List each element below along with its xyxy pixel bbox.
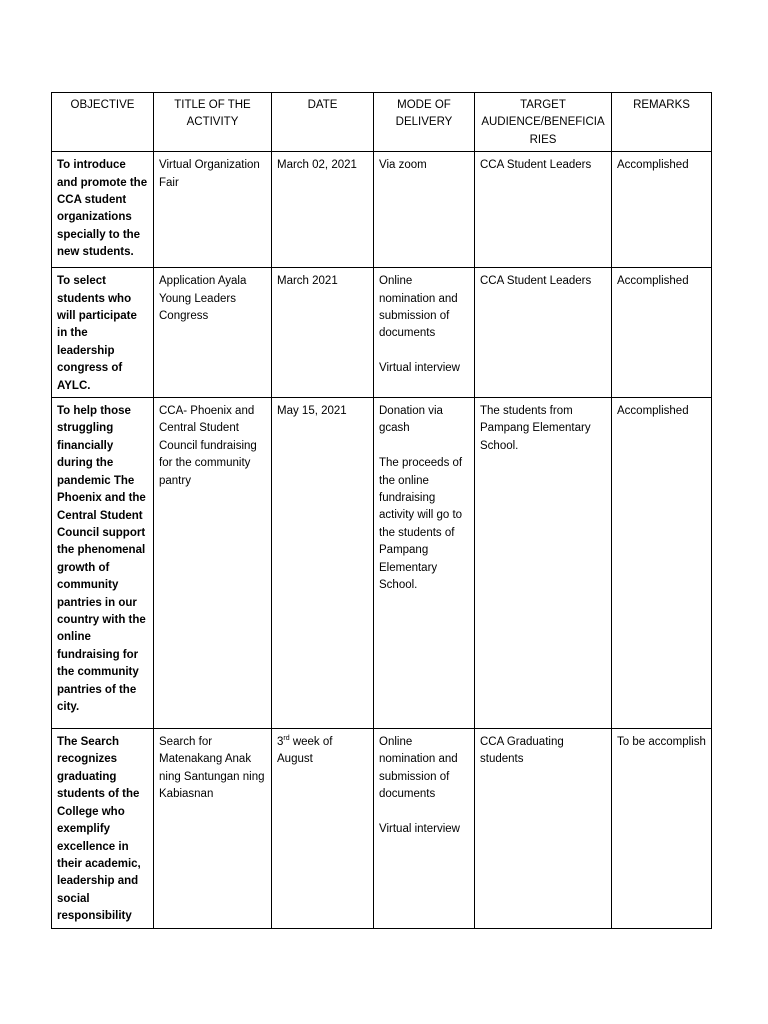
cell-target: The students from Pampang Elementary School. <box>475 398 612 729</box>
paragraph-gap <box>379 343 469 360</box>
cell-remarks: Accomplished <box>612 398 712 729</box>
header-remarks: REMARKS <box>612 93 712 152</box>
header-date: DATE <box>272 93 374 152</box>
table-header-row <box>52 93 712 152</box>
cell-date: March 2021 <box>272 268 374 398</box>
mode-text: Virtual interview <box>379 823 460 836</box>
cell-remarks: Accomplished <box>612 152 712 268</box>
table-row <box>52 729 712 928</box>
cell-mode <box>374 152 475 268</box>
objective-text: To help those struggling financially during the pandemic The Phoenix and the Central Student Council support the phenomenal growth of community pantries in our country with the online fundraising for the community pantries of the city. <box>57 405 146 713</box>
cell-date: May 15, 2021 <box>272 398 374 729</box>
mode-text: Virtual interview <box>379 362 460 375</box>
cell-date <box>272 729 374 928</box>
cell-title: Virtual Organization Fair <box>154 152 272 268</box>
cell-title: Search for Matenakang Anak ning Santungan ning Kabiasnan <box>154 729 272 928</box>
cell-title: Application Ayala Young Leaders Congress <box>154 268 272 398</box>
paragraph-gap <box>379 804 469 821</box>
mode-text: The proceeds of the online fundraising activity will go to the students of Pampang Elementary School. <box>379 457 463 592</box>
cell-objective <box>52 729 154 928</box>
mode-text: Via zoom <box>379 159 427 172</box>
mode-text: Online nomination and submission of documents <box>379 736 458 801</box>
date-ordinal: rd <box>283 735 290 743</box>
cell-objective <box>52 268 154 398</box>
cell-target: CCA Graduating students <box>475 729 612 928</box>
header-mode: MODE OF DELIVERY <box>374 93 475 152</box>
date-rest: week of August <box>277 736 333 766</box>
table-row <box>52 398 712 729</box>
objective-text: To introduce and promote the CCA student organizations specially to the new students. <box>57 159 148 259</box>
objective-text: To select students who will participate in the leadership congress of AYLC. <box>57 275 137 392</box>
header-title: TITLE OF THE ACTIVITY <box>154 93 272 152</box>
activity-plan-table <box>51 92 712 929</box>
cell-objective <box>52 152 154 268</box>
cell-objective <box>52 398 154 729</box>
cell-date: March 02, 2021 <box>272 152 374 268</box>
cell-target: CCA Student Leaders <box>475 152 612 268</box>
cell-target: CCA Student Leaders <box>475 268 612 398</box>
table-row <box>52 268 712 398</box>
objective-text: The Search recognizes graduating students of the College who exemplify excellence in their academic, leadership and social responsibility <box>57 736 141 923</box>
cell-mode <box>374 729 475 928</box>
cell-mode <box>374 268 475 398</box>
header-target: TARGET AUDIENCE/BENEFICIA RIES <box>475 93 612 152</box>
cell-remarks: To be accomplish <box>612 729 712 928</box>
cell-title: CCA- Phoenix and Central Student Council fundraising for the community pantry <box>154 398 272 729</box>
mode-text: Donation via gcash <box>379 405 443 435</box>
header-objective: OBJECTIVE <box>52 93 154 152</box>
cell-remarks: Accomplished <box>612 268 712 398</box>
paragraph-gap <box>379 438 469 455</box>
date-number: 3 <box>277 736 284 749</box>
cell-mode <box>374 398 475 729</box>
mode-text: Online nomination and submission of documents <box>379 275 458 340</box>
table-row <box>52 152 712 268</box>
